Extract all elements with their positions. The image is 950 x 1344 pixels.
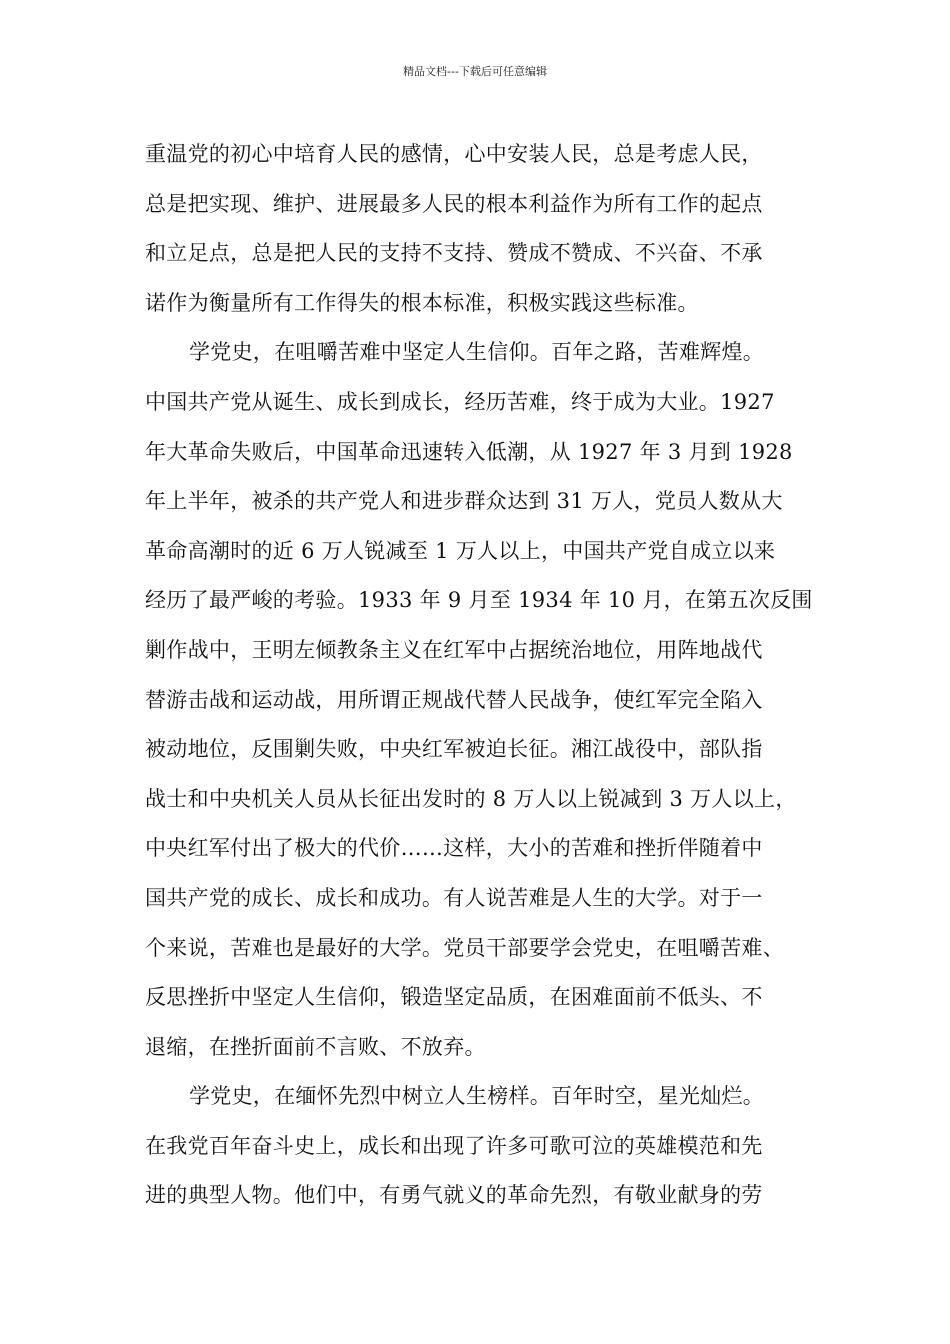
text-line: 个来说，苦难也是最好的大学。党员干部要学会党史，在咀嚼苦难、 bbox=[145, 935, 784, 960]
text-line: 退缩，在挫折面前不言败、不放弃。 bbox=[145, 1034, 486, 1059]
text-line: 和立足点，总是把人民的支持不支持、赞成不赞成、不兴奋、不承 bbox=[145, 241, 763, 266]
text-line: 学党史，在缅怀先烈中树立人生榜样。百年时空，星光灿烂。 bbox=[189, 1084, 765, 1109]
document-body bbox=[145, 130, 815, 1221]
text-line: 诺作为衡量所有工作得失的根本标准，积极实践这些标准。 bbox=[145, 290, 699, 315]
text-line: 战士和中央机关人员从长征出发时的 8 万人以上锐减到 3 万人以上， bbox=[145, 786, 797, 811]
text-line: 中国共产党从诞生、成长到成长，经历苦难，终于成为大业。1927 bbox=[145, 389, 775, 414]
text-line: 在我党百年奋斗史上，成长和出现了许多可歌可泣的英雄模范和先 bbox=[145, 1133, 763, 1158]
text-line: 年大革命失败后，中国革命迅速转入低潮，从 1927 年 3 月到 1928 bbox=[145, 439, 793, 464]
text-line: 年上半年，被杀的共产党人和进步群众达到 31 万人，党员人数从大 bbox=[145, 489, 783, 514]
text-line: 中央红军付出了极大的代价……这样，大小的苦难和挫折伴随着中 bbox=[145, 836, 763, 861]
text-line: 革命高潮时的近 6 万人锐减至 1 万人以上，中国共产党自成立以来 bbox=[145, 538, 776, 563]
text-line: 替游击战和运动战，用所谓正规战代替人民战争，使红军完全陷入 bbox=[145, 687, 763, 712]
text-line: 剿作战中，王明左倾教条主义在红军中占据统治地位，用阵地战代 bbox=[145, 637, 763, 662]
text-line: 反思挫折中坚定人生信仰，锻造坚定品质，在困难面前不低头、不 bbox=[145, 985, 763, 1010]
text-line: 国共产党的成长、成长和成功。有人说苦难是人生的大学。对于一 bbox=[145, 885, 763, 910]
text-line: 学党史，在咀嚼苦难中坚定人生信仰。百年之路，苦难辉煌。 bbox=[189, 340, 765, 365]
text-line: 被动地位，反围剿失败，中央红军被迫长征。湘江战役中，部队指 bbox=[145, 737, 763, 762]
text-line: 进的典型人物。他们中，有勇气就义的革命先烈，有敬业献身的劳 bbox=[145, 1183, 763, 1208]
text-line: 总是把实现、维护、进展最多人民的根本利益作为所有工作的起点 bbox=[145, 191, 763, 216]
page-header: 精品文档---下载后可任意编辑 bbox=[403, 65, 547, 78]
text-line: 经历了最严峻的考验。1933 年 9 月至 1934 年 10 月，在第五次反围 bbox=[145, 588, 813, 613]
text-line: 重温党的初心中培育人民的感情，心中安装人民，总是考虑人民， bbox=[145, 142, 763, 166]
